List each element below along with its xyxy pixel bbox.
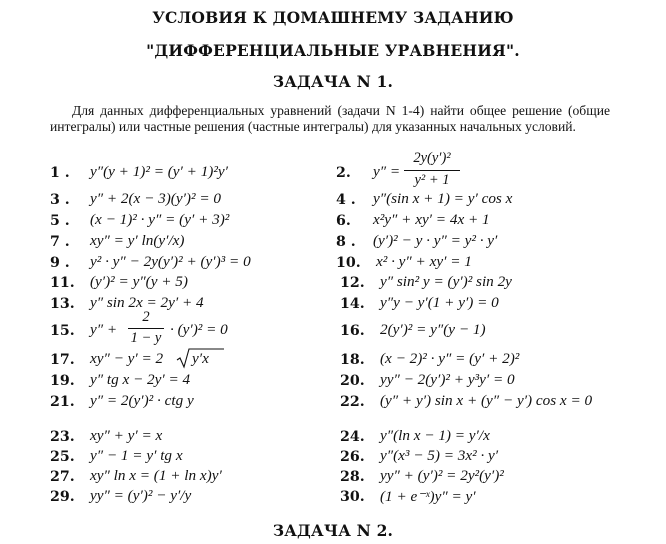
problem-number: 17. [50, 352, 75, 368]
problem-equation: x² · y″ + xy′ = 1 [376, 253, 472, 270]
problem-number: 9 . [50, 255, 70, 271]
problem-number: 21. [50, 394, 75, 410]
problem-equation: yy″ − 2(y′)² + y³y′ = 0 [380, 371, 515, 388]
problem-number: 24. [340, 429, 365, 445]
problem-equation: (y″ + y′) sin x + (y″ − y′) cos x = 0 [380, 392, 593, 409]
problem-number: 19. [50, 373, 75, 389]
problem-number: 13. [50, 296, 75, 312]
problem-equation: xy″ = y′ ln(y′/x) [90, 232, 185, 249]
problem-equation: y″(ln x − 1) = y′/x [380, 427, 490, 444]
problem-number: 26. [340, 449, 365, 465]
problem-number: 7 . [50, 234, 70, 250]
problem-number: 5 . [50, 213, 70, 229]
problem-equation: y″ − 1 = y′ tg x [90, 447, 183, 464]
problem-number: 15. [50, 323, 75, 339]
problem-equation: y² · y″ − 2y(y′)² + (y′)³ = 0 [90, 253, 251, 270]
problem-equation: y″ sin² y = (y′)² sin 2y [380, 273, 512, 290]
problem-equation: (1 + e⁻ˣ)y″ = y′ [380, 488, 476, 505]
problem-number: 16. [340, 323, 365, 339]
problem-number: 18. [340, 352, 365, 368]
problem-number: 25. [50, 449, 75, 465]
intro-paragraph: Для данных дифференциальных уравнений (задачи N 1-4) найти общее решение (общие интегралы) или частные решения (частные интегралы) для указанных начальных условий. [50, 103, 610, 134]
problem-equation: xy″ + y′ = x [90, 427, 163, 444]
problem-number: 20. [340, 373, 365, 389]
problem-equation: y″ = 2(y′)² · ctg y [90, 392, 194, 409]
fraction-denominator: y² + 1 [414, 172, 450, 188]
problem-equation: (y′)² = y″(y + 5) [90, 273, 188, 290]
problem-equation: x²y″ + xy′ = 4x + 1 [373, 211, 490, 228]
title-line-2: "ДИФФЕРЕНЦИАЛЬНЫЕ УРАВНЕНИЯ". [146, 41, 520, 60]
fraction-numerator: 2 [142, 309, 150, 325]
problem-number: 27. [50, 469, 75, 485]
problem-equation: y″ tg x − 2y′ = 4 [90, 371, 191, 388]
problem-number: 2. [336, 165, 351, 181]
problem-equation-suffix: · (y′)² = 0 [170, 321, 228, 338]
task-2-heading: ЗАДАЧА N 2. [272, 521, 394, 540]
problem-equation: y″ + [90, 321, 118, 338]
problem-number: 10. [336, 255, 361, 271]
problem-number: 6. [336, 213, 351, 229]
problem-equation: xy″ − y′ = 2 [90, 350, 164, 367]
problem-number: 29. [50, 489, 75, 505]
problem-number: 11. [50, 275, 75, 291]
problem-number: 3 . [50, 192, 70, 208]
problem-equation: 2(y′)² = y″(y − 1) [380, 321, 486, 338]
problem-number: 4 . [336, 192, 356, 208]
problem-number: 1 . [50, 165, 70, 181]
problem-number: 28. [340, 469, 365, 485]
problem-number: 14. [340, 296, 365, 312]
problem-equation: xy″ ln x = (1 + ln x)y′ [90, 467, 222, 484]
problem-equation: y″y − y′(1 + y′) = 0 [380, 294, 499, 311]
problem-number: 8 . [336, 234, 356, 250]
problem-equation: y″(y + 1)² = (y′ + 1)²y′ [90, 163, 228, 180]
task-1-heading: ЗАДАЧА N 1. [272, 72, 394, 91]
problem-equation: (x − 1)² · y″ = (y′ + 3)² [90, 211, 230, 228]
problem-equation: (y′)² − y · y″ = y² · y′ [373, 232, 498, 249]
problem-equation: y″ sin 2x = 2y′ + 4 [90, 294, 204, 311]
title-line-1: УСЛОВИЯ К ДОМАШНЕМУ ЗАДАНИЮ [152, 8, 514, 27]
problem-equation: yy″ + (y′)² = 2y²(y′)² [380, 467, 504, 484]
fraction-numerator: 2y(y′)² [413, 150, 451, 166]
problem-number: 30. [340, 489, 365, 505]
problem-equation: (x − 2)² · y″ = (y′ + 2)² [380, 350, 520, 367]
problem-equation: y″ + 2(x − 3)(y′)² = 0 [90, 190, 221, 207]
fraction-bar [128, 328, 164, 329]
problem-number: 22. [340, 394, 365, 410]
fraction-denominator: 1 − y [130, 330, 162, 346]
problem-equation: y″ = [373, 163, 401, 180]
problem-number: 12. [340, 275, 365, 291]
problem-equation: y″(sin x + 1) = y′ cos x [373, 190, 513, 207]
problem-equation: yy″ = (y′)² − y′/y [90, 487, 192, 504]
problem-equation: y″(x³ − 5) = 3x² · y′ [380, 447, 499, 464]
fraction-bar [404, 170, 460, 171]
problem-number: 23. [50, 429, 75, 445]
square-root-radicand: y′x [192, 350, 209, 367]
